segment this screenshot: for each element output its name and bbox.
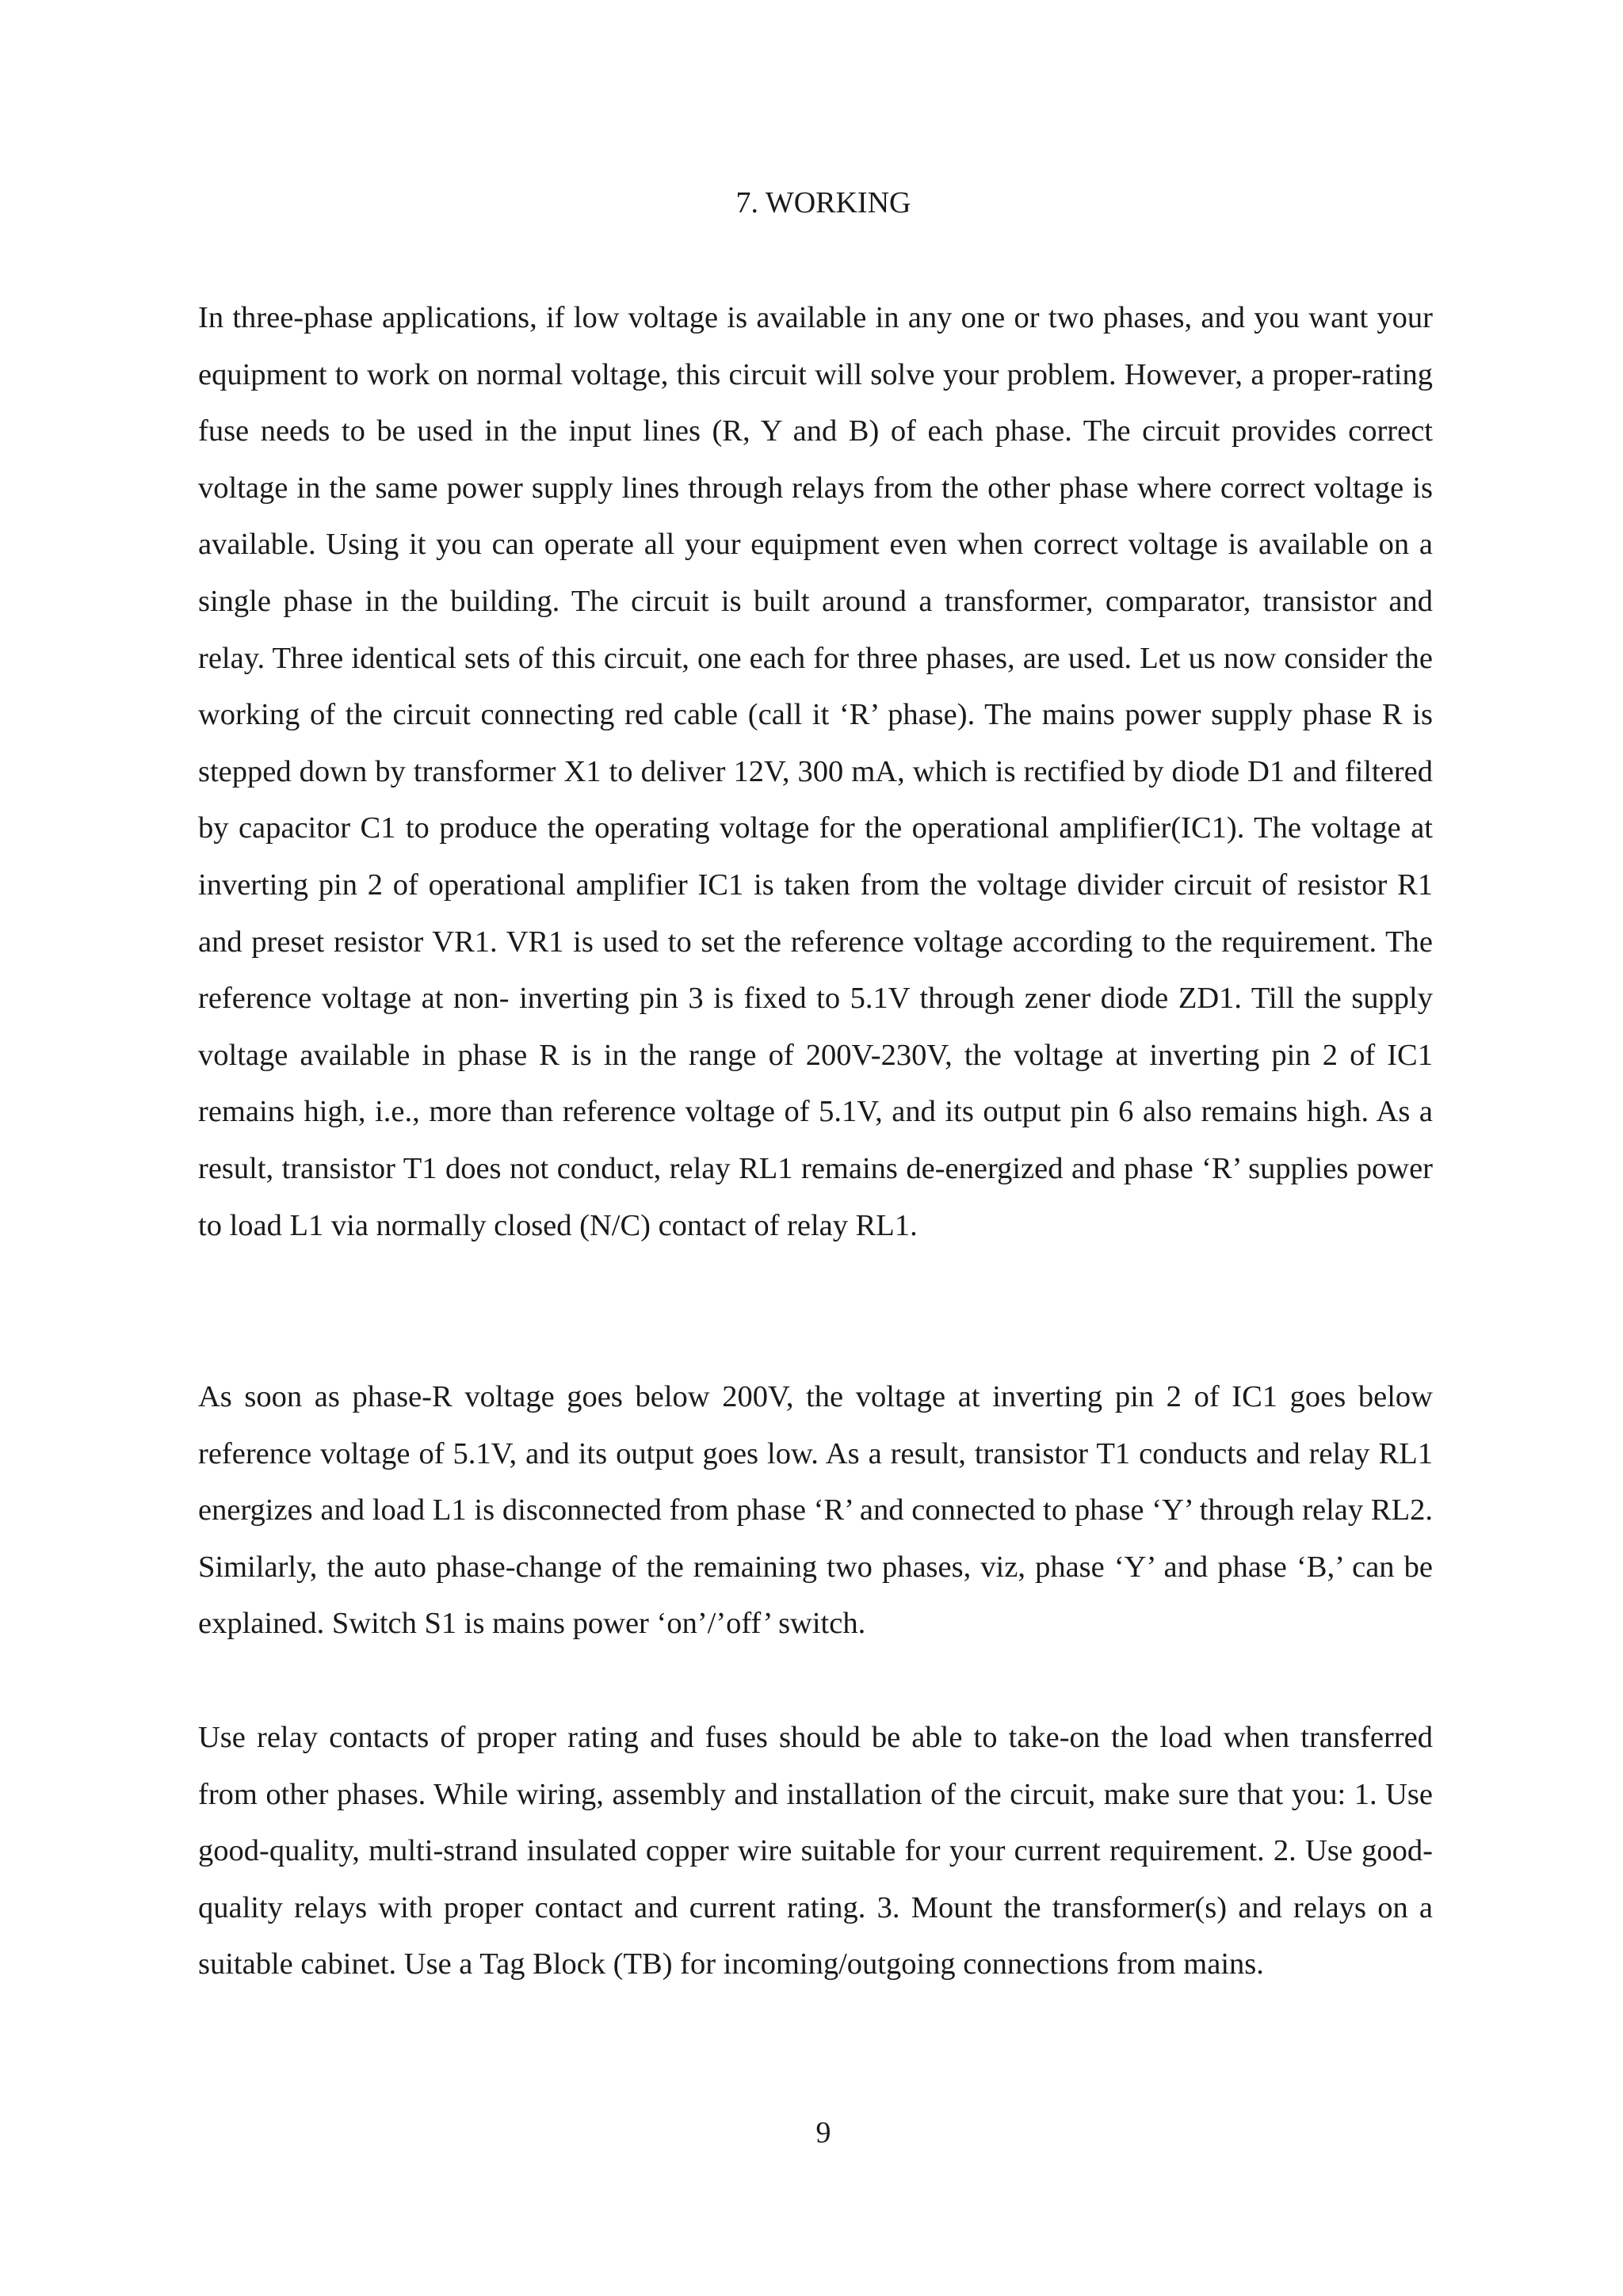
section-title: 7. WORKING <box>735 186 911 219</box>
paragraph-installation-notes: Use relay contacts of proper rating and fuses should be able to take-on the load when transferred from other phases. While wiring, assembly and installation of the circuit, make sure that you: 1. Use good-quality, multi-strand insulated copper wire suitable for your current requirement. 2. Use good-quality relays with proper contact and current rating. 3. Mount the transformer(s) and relays on a suitable cabinet. Use a Tag Block (TB) for incoming/outgoing connections from mains. <box>198 1721 1433 1981</box>
page-number: 9 <box>815 2116 831 2149</box>
paragraph-low-voltage-switching: As soon as phase-R voltage goes below 200V, the voltage at inverting pin 2 of IC1 goes below reference voltage of 5.1V, and its output goes low. As a result, transistor T1 conducts and relay RL1 energizes and load L1 is disconnected from phase ‘R’ and connected to phase ‘Y’ through relay RL2. Similarly, the auto phase-change of the remaining two phases, viz, phase ‘Y’ and phase ‘B,’ can be explained. Switch S1 is mains power ‘on’/’off’ switch. <box>198 1380 1433 1641</box>
paragraph-working-overview: In three-phase applications, if low voltage is available in any one or two phases, and you want your equipment to work on normal voltage, this circuit will solve your problem. However, a proper-rating fuse needs to be used in the input lines (R, Y and B) of each phase. The circuit provides correct voltage in the same power supply lines through relays from the other phase where correct voltage is available. Using it you can operate all your equipment even when correct voltage is available on a single phase in the building. The circuit is built around a transformer, comparator, transistor and relay. Three identical sets of this circuit, one each for three phases, are used. Let us now consider the working of the circuit connecting red cable (call it ‘R’ phase). The mains power supply phase R is stepped down by transformer X1 to deliver 12V, 300 mA, which is rectified by diode D1 and filtered by capacitor C1 to produce the operating voltage for the operational amplifier(IC1). The voltage at inverting pin 2 of operational amplifier IC1 is taken from the voltage divider circuit of resistor R1 and preset resistor VR1. VR1 is used to set the reference voltage according to the requirement. The reference voltage at non- inverting pin 3 is fixed to 5.1V through zener diode ZD1. Till the supply voltage available in phase R is in the range of 200V-230V, the voltage at inverting pin 2 of IC1 remains high, i.e., more than reference voltage of 5.1V, and its output pin 6 also remains high. As a result, transistor T1 does not conduct, relay RL1 remains de-energized and phase ‘R’ supplies power to load L1 via normally closed (N/C) contact of relay RL1. <box>198 301 1433 1242</box>
